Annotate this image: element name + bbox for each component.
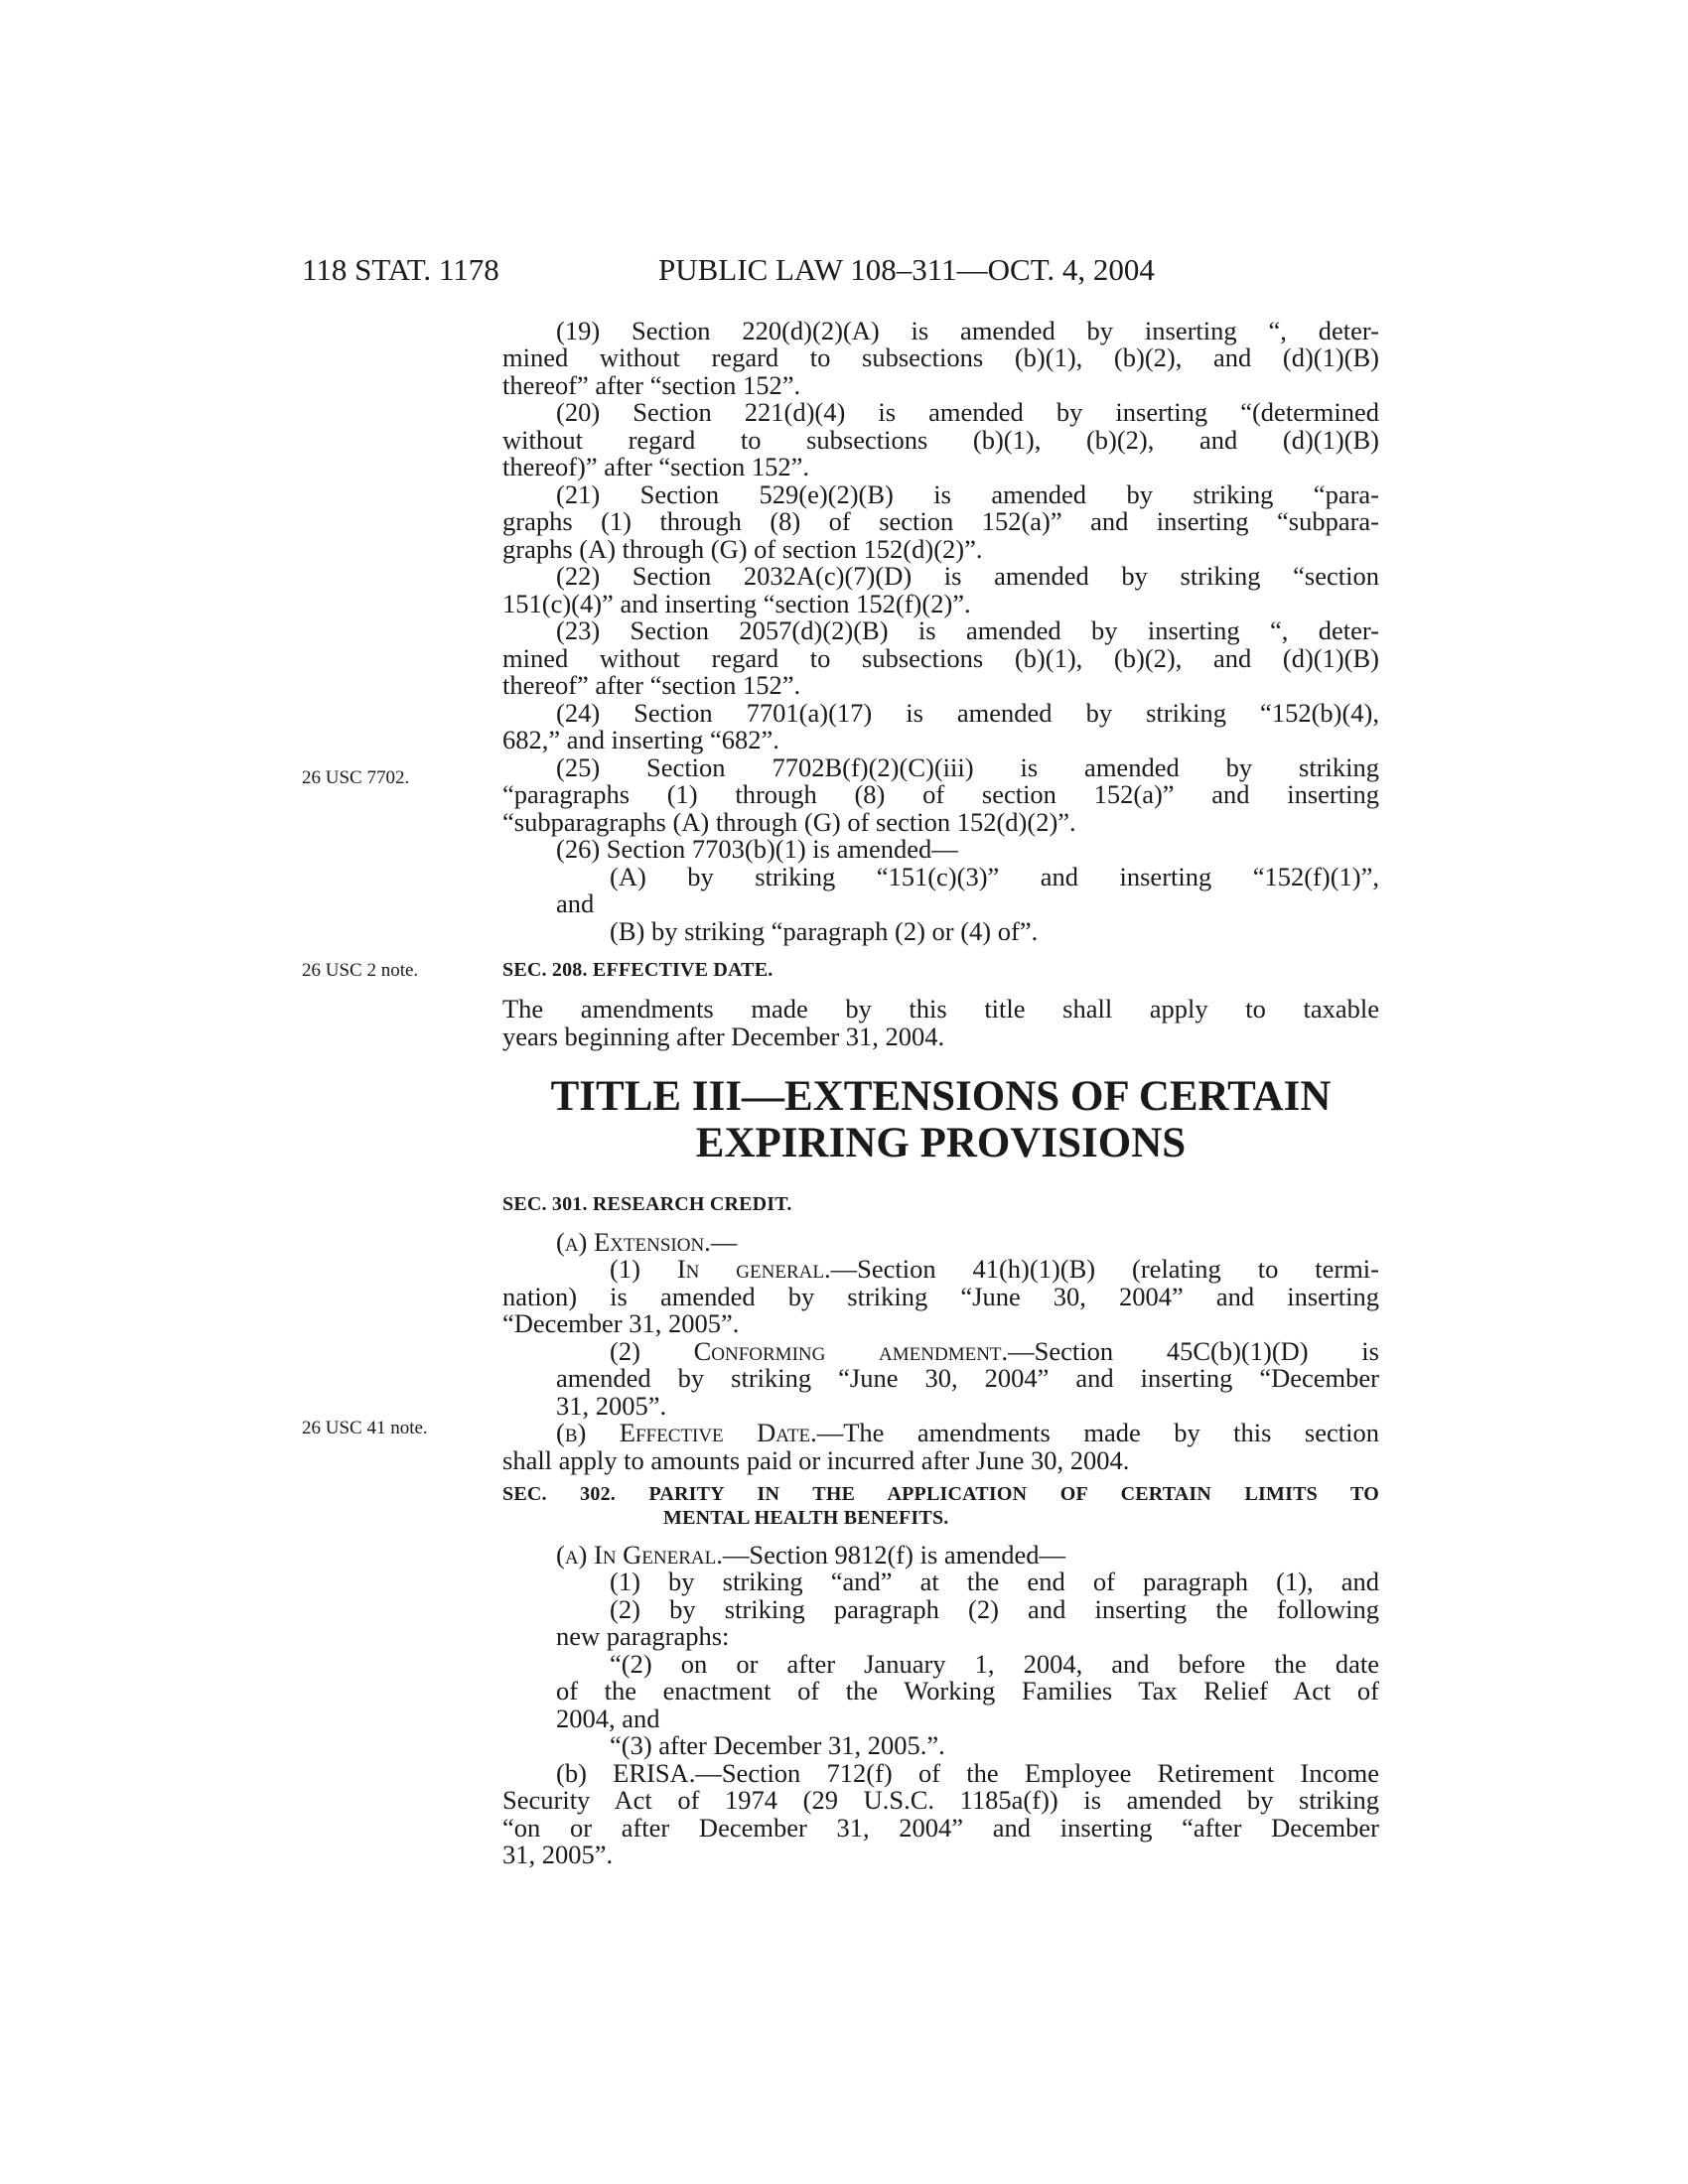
text-line: “(2) on or after January 1, 2004, and before the date <box>610 1649 1379 1679</box>
text-line: graphs (1) through (8) of section 152(a)” and inserting “subpara- <box>502 506 1379 536</box>
text-line: of the enactment of the Working Families Tax Relief Act of <box>556 1676 1379 1706</box>
paragraph-label: (2) Conforming amendment. <box>610 1336 1009 1366</box>
text-line: (19) Section 220(d)(2)(A) is amended by inserting “, deter- <box>556 316 1379 345</box>
text-line: new paragraphs: <box>556 1621 730 1651</box>
text-line: The amendments made by this title shall apply to taxable <box>502 994 1379 1024</box>
text-line: (B) by striking “paragraph (2) or (4) of”. <box>610 916 1039 946</box>
text-line: shall apply to amounts paid or incurred after June 30, 2004. <box>502 1445 1130 1475</box>
text-line: (21) Section 529(e)(2)(B) is amended by striking “para- <box>556 479 1379 509</box>
text-line: 31, 2005”. <box>556 1391 667 1421</box>
text-line: (26) Section 7703(b)(1) is amended— <box>556 834 958 864</box>
text-run: —The amendments made by this section <box>816 1418 1379 1447</box>
text-line: “(3) after December 31, 2005.”. <box>610 1730 945 1760</box>
title-iii-heading-line-1: TITLE III—EXTENSIONS OF CERTAIN <box>550 1073 1332 1120</box>
text-line: 151(c)(4)” and inserting “section 152(f)(2)”. <box>502 589 971 618</box>
text-line: “December 31, 2005”. <box>502 1308 740 1338</box>
text-line: (23) Section 2057(d)(2)(B) is amended by inserting “, deter- <box>556 615 1379 645</box>
text-line: thereof” after “section 152”. <box>502 370 801 400</box>
text-line: thereof)” after “section 152”. <box>502 452 809 481</box>
text-line: (b) ERISA.—Section 712(f) of the Employee Retirement Income <box>556 1758 1379 1788</box>
text-line: “paragraphs (1) through (8) of section 152(a)” and inserting <box>502 779 1379 809</box>
text-line: amended by striking “June 30, 2004” and inserting “December <box>556 1363 1379 1393</box>
text-line: (24) Section 7701(a)(17) is amended by striking “152(b)(4), <box>556 698 1379 728</box>
margin-note-usc-41-note: 26 USC 41 note. <box>302 1418 428 1438</box>
text-run: —Section 9812(f) is amended— <box>722 1540 1066 1570</box>
text-line <box>610 1337 1379 1365</box>
section-302-heading-cont: MENTAL HEALTH BENEFITS. <box>663 1507 949 1529</box>
page-stat-citation: 118 STAT. 1178 <box>302 252 499 287</box>
section-301-heading: SEC. 301. RESEARCH CREDIT. <box>502 1193 792 1215</box>
subsection-label: (a) Extension.— <box>556 1227 738 1257</box>
margin-note-usc-2-note: 26 USC 2 note. <box>302 960 419 981</box>
section-208-heading: SEC. 208. EFFECTIVE DATE. <box>502 959 774 981</box>
subsection-label: (a) In General. <box>556 1540 723 1570</box>
section-302-heading: SEC. 302. PARITY IN THE APPLICATION OF CERTAIN LIMITS TO <box>502 1483 1379 1505</box>
text-line: without regard to subsections (b)(1), (b)(2), and (d)(1)(B) <box>502 425 1379 455</box>
text-line: “subparagraphs (A) through (G) of section 152(d)(2)”. <box>502 807 1076 837</box>
text-line: (25) Section 7702B(f)(2)(C)(iii) is amended by striking <box>556 752 1379 782</box>
text-line <box>556 1228 737 1256</box>
text-line: 31, 2005”. <box>502 1840 614 1869</box>
text-line: years beginning after December 31, 2004. <box>502 1022 945 1051</box>
text-line <box>556 1541 1065 1569</box>
text-line <box>556 1419 1379 1446</box>
text-line: (A) by striking “151(c)(3)” and inserting “152(f)(1)”, <box>610 862 1379 891</box>
text-line: Security Act of 1974 (29 U.S.C. 1185a(f)) is amended by striking <box>502 1785 1379 1815</box>
margin-note-usc-7702: 26 USC 7702. <box>302 767 410 788</box>
text-line: (22) Section 2032A(c)(7)(D) is amended by striking “section <box>556 561 1379 591</box>
text-line: “on or after December 31, 2004” and inserting “after December <box>502 1813 1379 1843</box>
text-line: 682,” and inserting “682”. <box>502 725 779 754</box>
text-line: graphs (A) through (G) of section 152(d)(2)”. <box>502 534 983 564</box>
text-line: (2) by striking paragraph (2) and inserting the following <box>610 1594 1379 1624</box>
text-line: and <box>556 888 595 918</box>
subsection-label: (b) Effective Date. <box>556 1418 817 1447</box>
text-line: thereof” after “section 152”. <box>502 670 801 700</box>
text-line <box>610 1255 1379 1283</box>
text-line: mined without regard to subsections (b)(1), (b)(2), and (d)(1)(B) <box>502 643 1379 673</box>
text-run: —Section 41(h)(1)(B) (relating to termi- <box>830 1254 1379 1284</box>
title-iii-heading-line-2: EXPIRING PROVISIONS <box>695 1120 1187 1166</box>
text-line: (1) by striking “and” at the end of paragraph (1), and <box>610 1567 1379 1596</box>
text-line: mined without regard to subsections (b)(1), (b)(2), and (d)(1)(B) <box>502 342 1379 372</box>
text-line: (20) Section 221(d)(4) is amended by inserting “(determined <box>556 397 1379 427</box>
running-header-law: PUBLIC LAW 108–311—OCT. 4, 2004 <box>658 252 1155 287</box>
text-line: nation) is amended by striking “June 30, 2004” and inserting <box>502 1282 1379 1311</box>
text-run: —Section 45C(b)(1)(D) is <box>1008 1336 1379 1366</box>
paragraph-label: (1) In general. <box>610 1254 831 1284</box>
text-line: 2004, and <box>556 1704 660 1733</box>
